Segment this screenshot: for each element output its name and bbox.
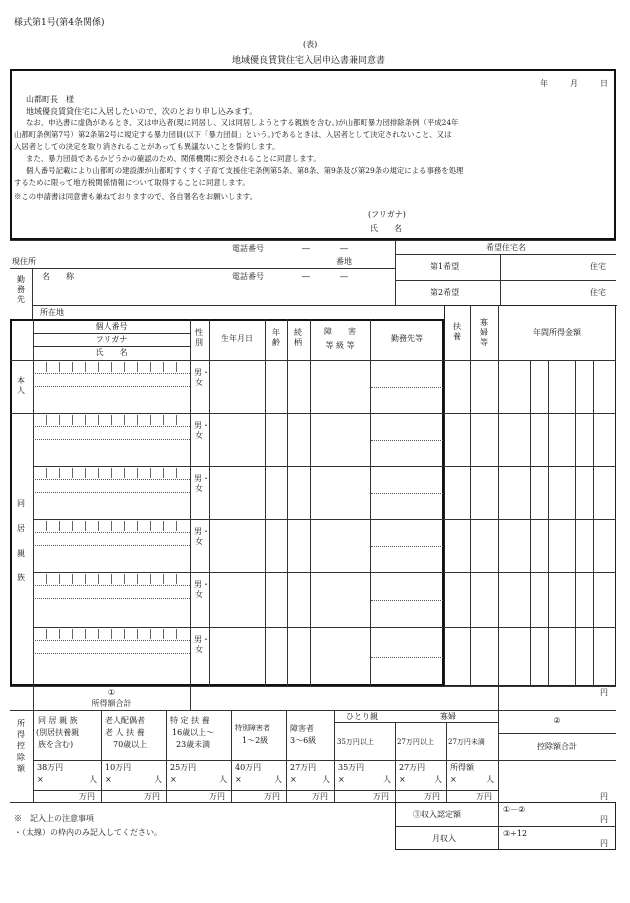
dependent-input[interactable] xyxy=(446,521,468,570)
persons-unit: 人 xyxy=(486,775,494,784)
id-number-field[interactable] xyxy=(33,629,189,639)
times-sign: × xyxy=(290,775,297,784)
birthdate-input[interactable] xyxy=(211,362,263,411)
persons-unit: 人 xyxy=(322,775,330,784)
sp-35-over: 35万円以上 xyxy=(337,738,374,746)
banchi-label: 番地 xyxy=(336,257,352,266)
desired-housing-label: 希望住宅名 xyxy=(486,243,526,252)
statement-para2-line2: 山都町条例第7号）第2条第2号に規定する暴力団員(以下「暴力団員」という。)であるときは、入居者として決定されないこと、又は xyxy=(14,130,452,139)
persons-input[interactable] xyxy=(180,774,217,786)
certified-income-label: ③収入認定額 xyxy=(413,810,461,819)
formula-2: ③÷12 xyxy=(503,829,528,838)
disability-input[interactable] xyxy=(312,629,368,684)
man-yen-unit: 万円 xyxy=(424,792,440,801)
workplace-input[interactable] xyxy=(372,521,442,570)
widow-input[interactable] xyxy=(472,468,496,517)
annual-income-input[interactable] xyxy=(500,629,614,684)
phone-dash-2: ― xyxy=(340,244,348,253)
date-year: 年 xyxy=(540,79,548,88)
sex-selector[interactable]: 男・女 xyxy=(194,580,210,599)
workplace-address-input[interactable] xyxy=(80,306,380,318)
second-choice-label: 第2希望 xyxy=(430,288,460,297)
workplace-input[interactable] xyxy=(372,574,442,625)
statement-para4-line2: するために限って地方税関係情報について取得することに同意します。 xyxy=(14,178,250,187)
col-workplace: 勤務先等 xyxy=(391,334,423,343)
times-sign: × xyxy=(105,775,112,784)
first-choice-input[interactable] xyxy=(502,256,586,278)
cat-dependent-3: 族を含む) xyxy=(38,740,74,749)
widow-input[interactable] xyxy=(472,629,496,684)
workplace-input[interactable] xyxy=(372,629,442,684)
statement-para5: ※この申請書は同意書も兼ねておりますので、各自署名をお願いします。 xyxy=(14,192,257,201)
disability-input[interactable] xyxy=(312,362,368,411)
col-id-number: 個人番号 xyxy=(95,322,128,331)
cat-elderly-3: 70歳以上 xyxy=(113,740,148,749)
annual-income-input[interactable] xyxy=(500,415,614,464)
age-input[interactable] xyxy=(267,468,285,517)
name-input[interactable] xyxy=(35,600,188,625)
second-choice-input[interactable] xyxy=(502,282,586,304)
deduction-rate: 38万円 xyxy=(37,763,64,772)
times-sign: × xyxy=(235,775,242,784)
cat-special-3: 23歳未満 xyxy=(176,740,211,749)
statement-para2-line1: なお、申込書に虚偽があるとき、又は申込者(現に同居し、又は同居しようとする親族を含む。)が山都町暴力団排除条例（平成24年 xyxy=(26,118,459,127)
cat-widow: 寡婦 xyxy=(440,712,456,721)
persons-unit: 人 xyxy=(219,775,227,784)
deduction-rate: 27万円 xyxy=(290,763,317,772)
statement-para3: また、暴力団員であるかどうかの確認のため、関係機関に照会されることに同意します。 xyxy=(26,154,321,163)
persons-input[interactable] xyxy=(47,774,87,786)
w-27-under: 27万円未満 xyxy=(448,738,485,746)
statement-para1: 地域優良賃貸住宅に入居したいので、次のとおり申し込みます。 xyxy=(26,107,258,116)
cat-single-parent: ひとり親 xyxy=(346,712,378,721)
formula-1: ①－② xyxy=(503,805,526,814)
workplace-phone-label: 電話番号 xyxy=(232,272,264,281)
page-title: 地域優良賃貸住宅入居申込書兼同意書 xyxy=(232,56,386,66)
col-disability: 障 害 xyxy=(324,327,356,336)
dependent-input[interactable] xyxy=(446,362,468,411)
workplace-name-label: 名 称 xyxy=(42,272,74,281)
persons-input[interactable] xyxy=(348,774,381,786)
times-sign: × xyxy=(399,775,406,784)
workplace-input[interactable] xyxy=(372,415,442,464)
statement-para2-line3: 入居者としての決定を取り消されることがあっても異議ないことを誓約します。 xyxy=(14,142,280,151)
name-input[interactable] xyxy=(35,494,188,517)
date-day: 日 xyxy=(600,79,608,88)
disability-input[interactable] xyxy=(312,415,368,464)
certified-income-yen: 円 xyxy=(600,815,608,824)
persons-unit: 人 xyxy=(154,775,162,784)
applicant-signature-field[interactable] xyxy=(440,208,610,236)
annual-income-input[interactable] xyxy=(500,521,614,570)
age-input[interactable] xyxy=(267,415,285,464)
first-choice-unit: 住宅 xyxy=(590,262,606,271)
col-relation: 続柄 xyxy=(294,328,302,347)
current-address-label: 現住所 xyxy=(12,257,36,266)
phone-label: 電話番号 xyxy=(232,244,264,253)
man-yen-unit: 万円 xyxy=(79,792,95,801)
total-income-label: 所得額合計 xyxy=(91,699,132,708)
man-yen-unit: 万円 xyxy=(264,792,280,801)
cat-sp-disabled-2: 1～2級 xyxy=(242,736,269,745)
circle-2: ② xyxy=(553,716,561,725)
addressee: 山都町長 様 xyxy=(26,95,74,104)
man-yen-unit: 万円 xyxy=(476,792,492,801)
col-annual-income: 年間所得金額 xyxy=(533,328,581,337)
disability-input[interactable] xyxy=(312,521,368,570)
name-input[interactable] xyxy=(35,388,188,411)
name-input[interactable] xyxy=(35,441,188,464)
birthdate-input[interactable] xyxy=(211,468,263,517)
workplace-phone-input[interactable] xyxy=(275,270,395,284)
widow-input[interactable] xyxy=(472,574,496,625)
cat-disabled-2: 3～6級 xyxy=(290,736,317,745)
w-27-over: 27万円以上 xyxy=(397,738,434,746)
id-number-field[interactable] xyxy=(33,521,189,531)
monthly-income-label: 月収入 xyxy=(432,834,456,843)
relation-input[interactable] xyxy=(289,362,308,411)
workplace-input[interactable] xyxy=(372,362,442,411)
name-input[interactable] xyxy=(35,547,188,570)
col-furigana: フリガナ xyxy=(95,335,128,344)
workplace-input[interactable] xyxy=(372,468,442,517)
birthdate-input[interactable] xyxy=(211,574,263,625)
persons-input[interactable] xyxy=(409,774,432,786)
col-dependent: 扶養 xyxy=(453,322,461,341)
cat-dependent-1: 同 居 親 族 xyxy=(38,716,78,725)
persons-input[interactable] xyxy=(300,774,320,786)
furigana-input[interactable] xyxy=(35,533,188,544)
col-sex: 性別 xyxy=(195,328,203,347)
circle-1: ① xyxy=(107,688,116,697)
current-address-input[interactable] xyxy=(40,254,320,268)
deduction-rate: 27万円 xyxy=(399,763,426,772)
phone-dash-1: ― xyxy=(302,244,310,253)
dependent-input[interactable] xyxy=(446,468,468,517)
workplace-name-input[interactable] xyxy=(80,270,220,284)
furigana-label: (フリガナ) xyxy=(368,210,406,219)
cat-special-1: 特 定 扶 養 xyxy=(170,716,210,725)
col-name: 氏 名 xyxy=(95,348,128,357)
id-number-field[interactable] xyxy=(33,362,189,372)
id-number-field[interactable] xyxy=(33,468,189,478)
id-number-field[interactable] xyxy=(33,415,189,425)
dependent-input[interactable] xyxy=(446,629,468,684)
furigana-input[interactable] xyxy=(35,586,188,597)
col-birthdate: 生年月日 xyxy=(221,334,253,343)
persons-unit: 人 xyxy=(434,775,442,784)
furigana-input[interactable] xyxy=(35,480,188,491)
row-self-label: 本人 xyxy=(17,376,25,395)
furigana-input[interactable] xyxy=(35,427,188,438)
times-sign: × xyxy=(37,775,44,784)
disability-input[interactable] xyxy=(312,574,368,625)
monthly-income-yen: 円 xyxy=(600,839,608,848)
deduction-label: 所得控除額 xyxy=(17,719,25,773)
disability-input[interactable] xyxy=(312,468,368,517)
workplace-phone-dash-1: ― xyxy=(302,272,310,281)
note-title: ※ 記入上の注意事項 xyxy=(14,814,94,823)
dependent-input[interactable] xyxy=(446,574,468,625)
col-widow: 寡婦等 xyxy=(480,318,488,347)
sex-selector[interactable]: 男・女 xyxy=(194,421,210,440)
times-sign: × xyxy=(170,775,177,784)
col-age: 年齢 xyxy=(272,328,280,347)
man-yen-unit: 万円 xyxy=(209,792,225,801)
form-number: 様式第1号(第4条関係) xyxy=(14,18,105,28)
birthdate-input[interactable] xyxy=(211,415,263,464)
relation-input[interactable] xyxy=(289,468,308,517)
deduction-rate: 所得額 xyxy=(450,763,474,772)
relation-input[interactable] xyxy=(289,415,308,464)
annual-income-input[interactable] xyxy=(500,362,614,411)
sex-selector[interactable]: 男・女 xyxy=(194,474,210,493)
widow-input[interactable] xyxy=(472,415,496,464)
deduction-rate: 40万円 xyxy=(235,763,262,772)
phone-input[interactable] xyxy=(275,242,395,254)
annual-income-input[interactable] xyxy=(500,468,614,517)
widow-input[interactable] xyxy=(472,362,496,411)
applicant-name-label: 氏 名 xyxy=(370,224,402,233)
times-sign: × xyxy=(450,775,457,784)
times-sign: × xyxy=(338,775,345,784)
age-input[interactable] xyxy=(267,362,285,411)
workplace-label: 勤務先 xyxy=(17,275,25,304)
workplace-phone-dash-2: ― xyxy=(340,272,348,281)
man-yen-unit: 万円 xyxy=(144,792,160,801)
row-cohabitants-label: 同居親族 xyxy=(17,499,25,583)
workplace-address-label: 所在地 xyxy=(40,308,64,317)
persons-input[interactable] xyxy=(115,774,152,786)
deduction-rate: 35万円 xyxy=(338,763,365,772)
birthdate-input[interactable] xyxy=(211,629,263,684)
relation-input[interactable] xyxy=(289,629,308,684)
annual-income-input[interactable] xyxy=(500,574,614,625)
cat-elderly-1: 老人配偶者 xyxy=(105,716,145,725)
id-number-field[interactable] xyxy=(33,574,189,584)
relation-input[interactable] xyxy=(289,574,308,625)
persons-input[interactable] xyxy=(460,774,484,786)
cat-sp-disabled-1: 特別障害者 xyxy=(235,724,270,732)
cat-special-2: 16歳以上～ xyxy=(172,728,215,737)
note-1: ・（太線）の枠内のみ記入してください。 xyxy=(14,828,162,837)
age-input[interactable] xyxy=(267,629,285,684)
statement-para4-line1: 個人番号記載により山都町の建設課が山都町すくすく子育て支援住宅条例第5条、第8条、第9条及び第29条の規定による事務を処理 xyxy=(26,166,464,175)
name-input[interactable] xyxy=(35,655,188,684)
first-choice-label: 第1希望 xyxy=(430,262,460,271)
total-income-yen: 円 xyxy=(600,688,608,697)
total-income-input[interactable] xyxy=(192,688,492,708)
age-input[interactable] xyxy=(267,521,285,570)
widow-input[interactable] xyxy=(472,521,496,570)
deduction-rate: 10万円 xyxy=(105,763,132,772)
persons-input[interactable] xyxy=(245,774,272,786)
persons-unit: 人 xyxy=(383,775,391,784)
cat-disabled-1: 障害者 xyxy=(290,724,314,733)
sex-selector[interactable]: 男・女 xyxy=(194,368,210,387)
furigana-input[interactable] xyxy=(35,641,188,652)
birthdate-input[interactable] xyxy=(211,521,263,570)
persons-unit: 人 xyxy=(274,775,282,784)
col-disability-grade: 等 級 等 xyxy=(325,341,355,350)
sex-selector[interactable]: 男・女 xyxy=(194,635,210,654)
age-input[interactable] xyxy=(267,574,285,625)
deduction-total-input[interactable] xyxy=(500,762,596,800)
cat-dependent-2: (別居扶養親 xyxy=(36,728,80,737)
sex-selector[interactable]: 男・女 xyxy=(194,527,210,546)
second-choice-unit: 住宅 xyxy=(590,288,606,297)
date-month: 月 xyxy=(570,79,578,88)
deduction-total-yen: 円 xyxy=(600,792,608,801)
man-yen-unit: 万円 xyxy=(312,792,328,801)
side-label: (表) xyxy=(303,40,318,49)
furigana-input[interactable] xyxy=(35,374,188,385)
persons-unit: 人 xyxy=(89,775,97,784)
deduction-total-label: 控除額合計 xyxy=(537,742,577,751)
deduction-rate: 25万円 xyxy=(170,763,197,772)
dependent-input[interactable] xyxy=(446,415,468,464)
man-yen-unit: 万円 xyxy=(373,792,389,801)
relation-input[interactable] xyxy=(289,521,308,570)
cat-elderly-2: 老 人 扶 養 xyxy=(105,728,145,737)
